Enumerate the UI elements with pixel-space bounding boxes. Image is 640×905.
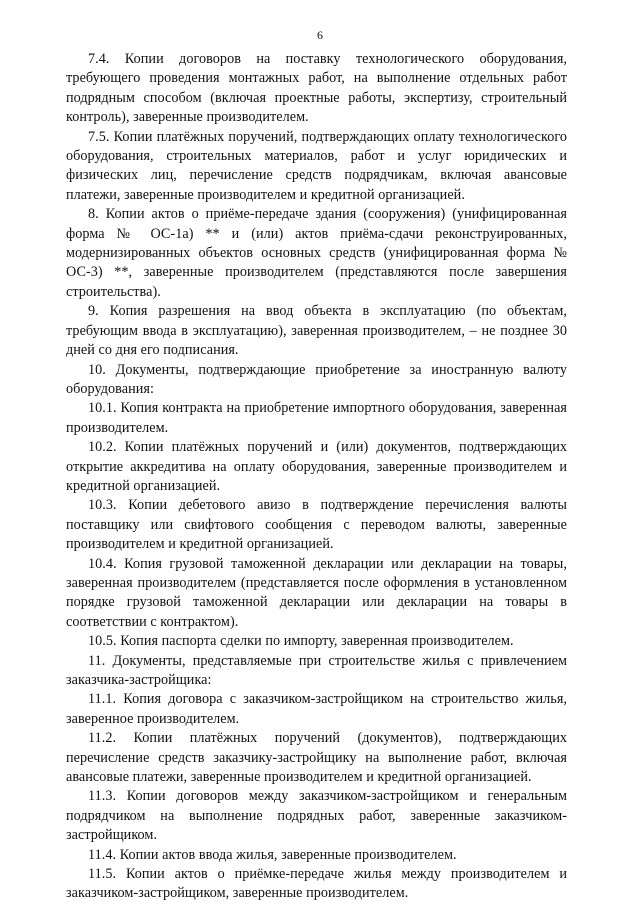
paragraph-11-2: 11.2. Копии платёжных поручений (документов), подтверждающих перечисление средств заказчику-застройщику на выполнение работ, включая авансовые платежи, заверенные производителем и кредитной организацией. xyxy=(66,730,567,786)
paragraph-7-4: 7.4. Копии договоров на поставку технологического оборудования, требующего проведения монтажных работ, на выполнение отдельных работ подрядным способом (включая проектные работы, экспертизу, строительный контроль), заверенные производителем. xyxy=(66,51,567,126)
paragraph-11-4: 11.4. Копии актов ввода жилья, заверенные производителем. xyxy=(88,846,457,863)
paragraph-11-3: 11.3. Копии договоров между заказчиком-застройщиком и генеральным подрядчиком на выполнение подрядных работ, заверенные заказчиком-застройщиком. xyxy=(66,788,567,844)
paragraph-10-3: 10.3. Копии дебетового авизо в подтверждение перечисления валюты поставщику или свифтового сообщения с переводом валюты, заверенные производителем и кредитной организацией. xyxy=(66,497,567,553)
paragraph-8: 8. Копии актов о приёме-передаче здания (сооружения) (унифицированная форма № ОС-1а) ** и (или) актов приёма-сдачи реконструированных, модернизированных объектов основных средств (унифицированная форма № ОС-3) **, заверенные производителем (представляются после завершения строительства). xyxy=(66,206,567,300)
paragraph-11-5: 11.5. Копии актов о приёмке-передаче жилья между производителем и заказчиком-застройщиком, заверенные производителем. xyxy=(66,866,567,902)
paragraph-10-1: 10.1. Копия контракта на приобретение импортного оборудования, заверенная производителем. xyxy=(66,400,567,436)
paragraph-10-2: 10.2. Копии платёжных поручений и (или) документов, подтверждающих открытие аккредитива на оплату оборудования, заверенные производителем и кредитной организацией. xyxy=(66,439,567,494)
paragraph-9: 9. Копия разрешения на ввод объекта в эксплуатацию (по объектам, требующим ввода в эксплуатацию), заверенная производителем, – не позднее 30 дней со дня его подписания. xyxy=(66,303,567,359)
paragraph-7-5: 7.5. Копии платёжных поручений, подтверждающих оплату технологического оборудования, строительных материалов, работ и услуг юридических и физических лиц, перечисление средств подрядчикам, включая авансовые платежи, заверенные производителем и кредитной организацией. xyxy=(66,128,567,203)
paragraph-10-5: 10.5. Копия паспорта сделки по импорту, заверенная производителем. xyxy=(88,633,514,650)
paragraph-11-1: 11.1. Копия договора с заказчиком-застройщиком на строительство жилья, заверенное производителем. xyxy=(66,691,567,727)
document-body xyxy=(66,50,567,904)
page-number: 6 xyxy=(317,28,323,42)
paragraph-11: 11. Документы, представляемые при строительстве жилья с привлечением заказчика-застройщика: xyxy=(66,652,567,688)
paragraph-10: 10. Документы, подтверждающие приобретение за иностранную валюту оборудования: xyxy=(66,361,567,397)
paragraph-10-4: 10.4. Копия грузовой таможенной декларации или декларации на товары, заверенная производителем (представляется после оформления в установленном порядке грузовой таможенной декларации или декларации на товары в соответствии с контрактом). xyxy=(66,555,567,630)
